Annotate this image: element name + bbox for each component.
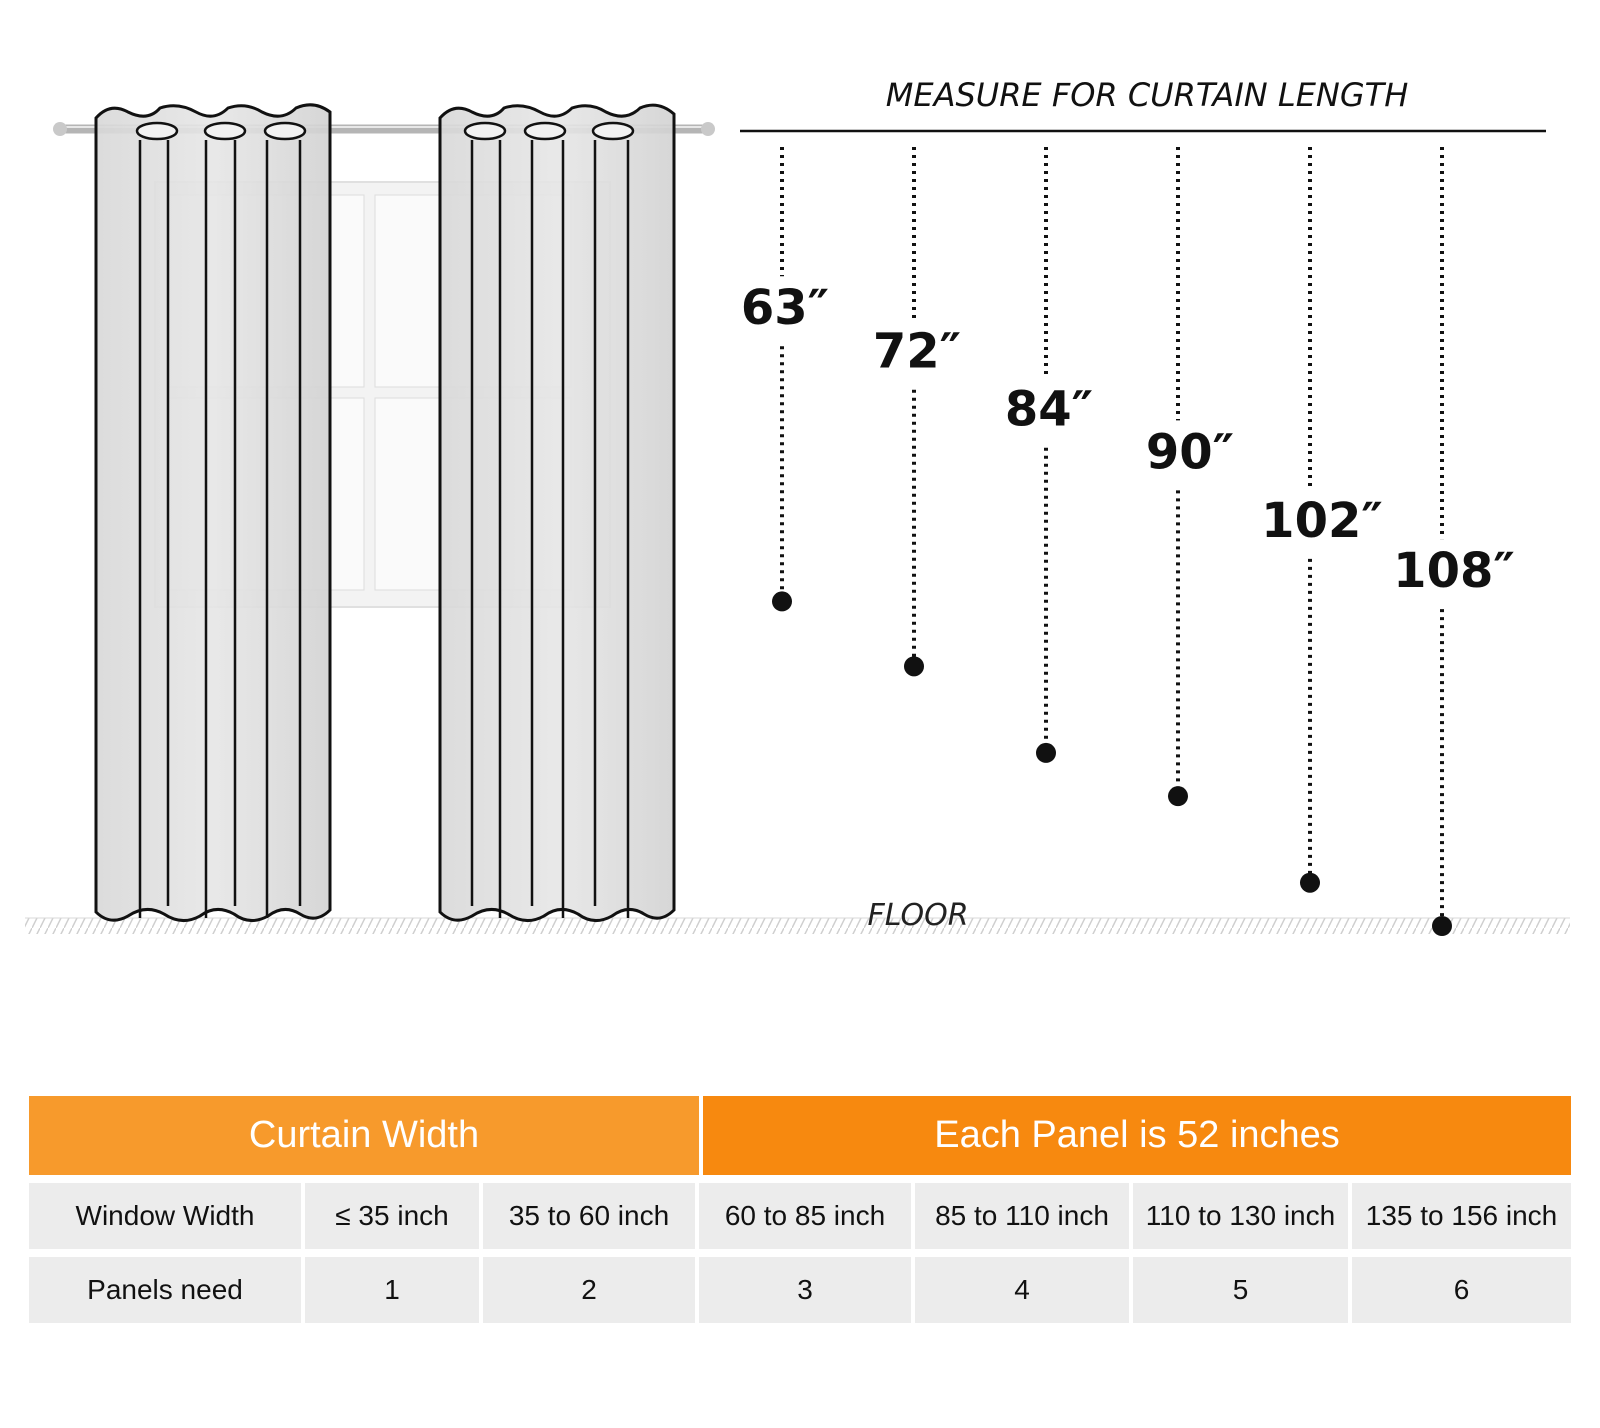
window-width-cell: 60 to 85 inch (699, 1183, 915, 1249)
length-end-dot (1432, 916, 1452, 936)
length-markers (741, 147, 1515, 936)
length-end-dot (904, 656, 924, 676)
length-label: 90″ (1145, 424, 1235, 481)
curtain-panel-right (440, 105, 674, 920)
length-end-dot (1036, 743, 1056, 763)
length-label: 102″ (1261, 492, 1383, 549)
table-row-window-width (29, 1183, 1571, 1249)
window-width-cell: ≤ 35 inch (305, 1183, 483, 1249)
length-end-dot (1168, 786, 1188, 806)
header-curtain-width: Curtain Width (29, 1096, 699, 1175)
header-panel-size: Each Panel is 52 inches (699, 1096, 1571, 1175)
panels-need-cell: 4 (915, 1257, 1133, 1323)
row-label-panels-need: Panels need (29, 1257, 305, 1323)
panels-need-cell: 2 (483, 1257, 699, 1323)
panels-need-cell: 1 (305, 1257, 483, 1323)
window-width-cell: 110 to 130 inch (1133, 1183, 1352, 1249)
length-label: 84″ (1004, 381, 1094, 438)
window-width-cell: 85 to 110 inch (915, 1183, 1133, 1249)
table-row-panels-need (29, 1257, 1571, 1323)
curtain-panel-left (96, 105, 330, 921)
length-label: 108″ (1393, 543, 1515, 600)
length-end-dot (1300, 873, 1320, 893)
length-end-dot (772, 591, 792, 611)
row-label-window-width: Window Width (29, 1183, 305, 1249)
length-label: 63″ (740, 280, 830, 337)
length-label: 72″ (872, 323, 962, 380)
floor-label: FLOOR (867, 898, 969, 933)
window-width-cell: 35 to 60 inch (483, 1183, 699, 1249)
panels-need-cell: 6 (1352, 1257, 1571, 1323)
window-width-cell: 135 to 156 inch (1352, 1183, 1571, 1249)
panels-need-cell: 3 (699, 1257, 915, 1323)
panel-size-table (29, 1096, 1571, 1323)
diagram-title: MEASURE FOR CURTAIN LENGTH (885, 76, 1409, 114)
panels-need-cell: 5 (1133, 1257, 1352, 1323)
